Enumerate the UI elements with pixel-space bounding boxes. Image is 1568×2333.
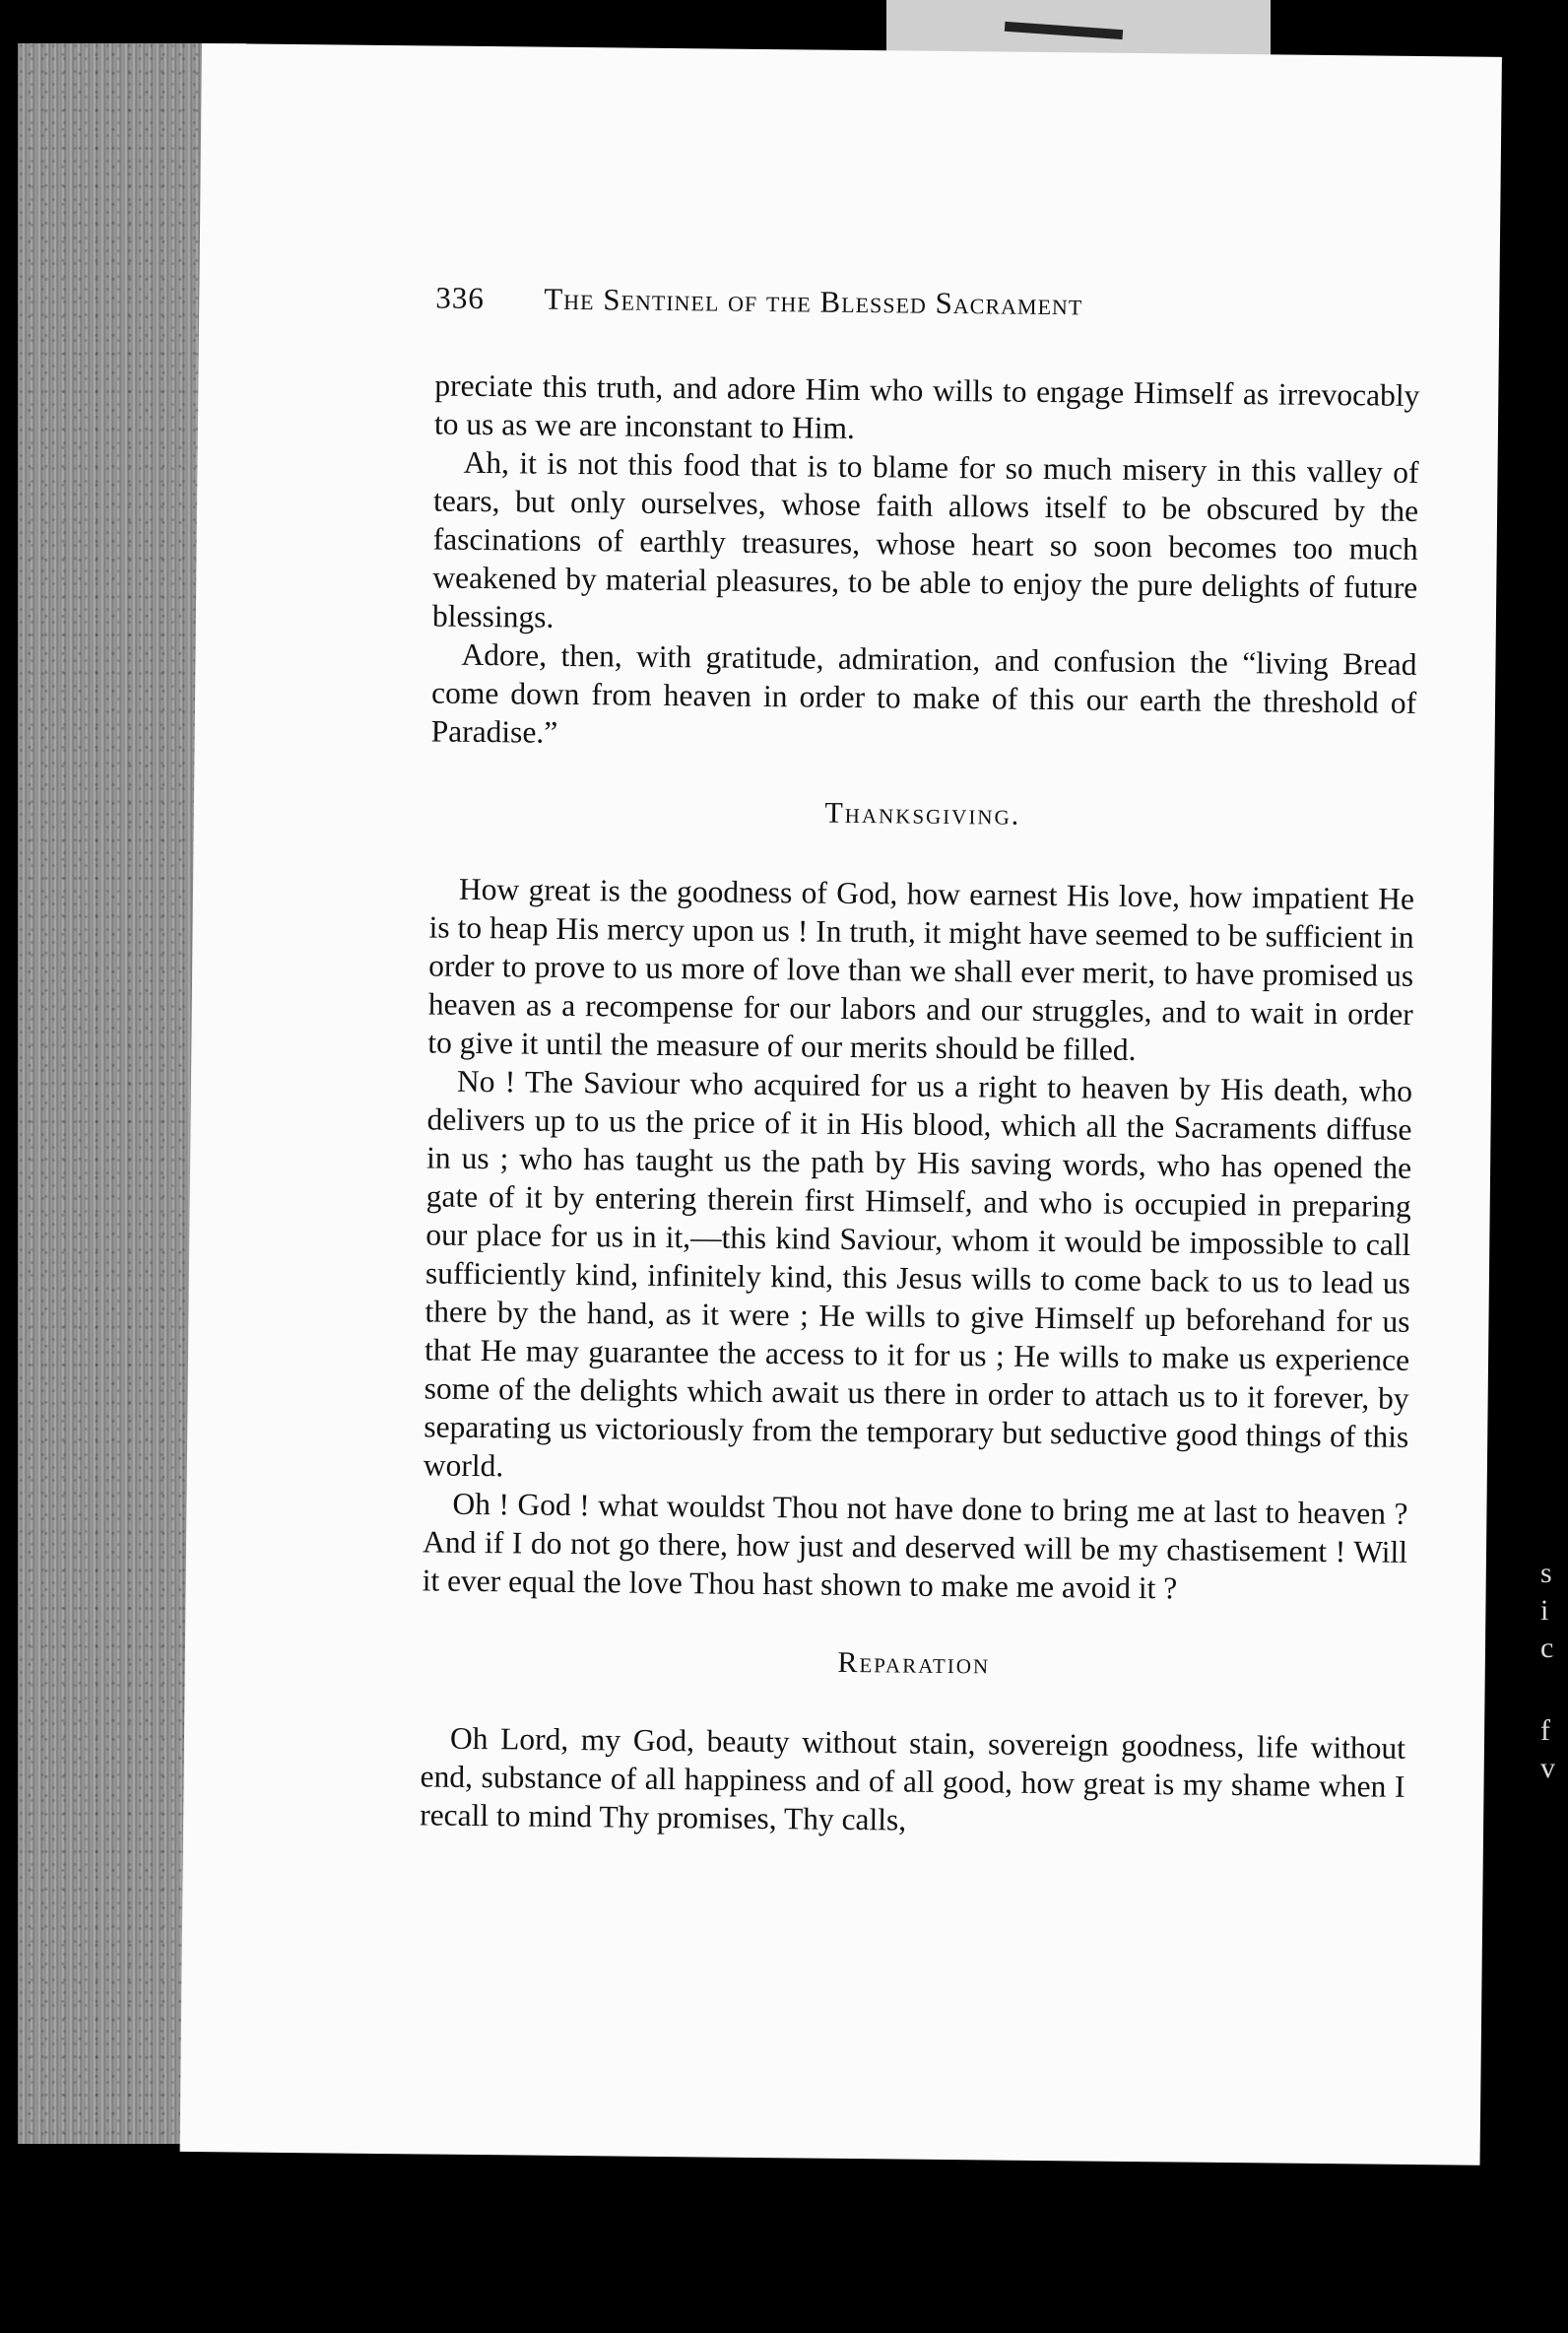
margin-fragment: c	[1540, 1632, 1554, 1664]
section-heading-thanksgiving: Thanksgiving.	[824, 796, 1021, 832]
paragraph: No ! The Saviour who acquired for us a right to heaven by His death, who delivers up to us the price of it in His blood, which all the Sacraments diffuse in us ; who has taught us the path by His saving words, who has opened the gate of it by entering therein first Himself, and who is occupied in preparing our place for us in it,—this kind Saviour, whom it would be impossible to call sufficiently kind, infinitely kind, this Jesus wills to come back to us to lead us there by the hand, as it were ; He wills to give Himself up beforehand for us that He may guarantee the access to it for us ; He wills to make us experience some of the delights which await us there in order to attach us to it forever, by separating us victoriously from the temporary but seductive good things of this world.	[423, 1063, 1413, 1484]
paragraph: Oh ! God ! what wouldst Thou not have done to bring me at last to heaven ? And if I do not go there, how just and deserved will be my chastisement ! Will it ever equal the love Thou hast shown to make me avoid it ?	[422, 1486, 1408, 1606]
paragraph: Ah, it is not this food that is to blame for so much misery in this valley of tears, but only ourselves, whose faith allows itself to be obscured by the fascinations of earthly treasures, whose heart so soon becomes too much weakened by material pleasures, to be able to enjoy the pure delights of future blessings.	[431, 444, 1419, 634]
paragraph: How great is the goodness of God, how earnest His love, how impatient He is to heap His mercy upon us ! In truth, it might have seemed to be sufficient in order to prove to us more of love than we shall ever merit, to have promised us heaven as a recompense for our labors and our struggles, and to wait in order to give it until the measure of our merits should be filled.	[427, 871, 1415, 1067]
paragraph: Adore, then, with gratitude, admiration, and confusion the “living Bread come down from heaven in order to make of this our earth the threshold of Paradise.”	[430, 636, 1417, 750]
margin-fragment: f	[1540, 1714, 1550, 1747]
paragraph: Oh Lord, my God, beauty without stain, sovereign goodness, life without end, substance of all happiness and of all good, how great is my shame when I recall to mind Thy promises, Thy calls,	[420, 1720, 1406, 1837]
margin-fragment: s	[1540, 1557, 1552, 1589]
margin-fragment: i	[1540, 1594, 1549, 1627]
facing-page-sliver	[1536, 1537, 1568, 1833]
page-number: 336	[435, 280, 485, 316]
tab-ink-mark	[1005, 22, 1123, 39]
running-head	[435, 281, 1322, 325]
page-text	[420, 366, 1420, 1843]
paragraph: preciate this truth, and adore Him who wills to engage Himself as irrevocably to us as we are inconstant to Him.	[433, 367, 1420, 445]
book-page	[180, 43, 1502, 2166]
margin-fragment: v	[1540, 1752, 1555, 1784]
section-heading-reparation: Reparation	[837, 1645, 991, 1681]
running-title: The Sentinel of the Blessed Sacrament	[544, 281, 1083, 322]
